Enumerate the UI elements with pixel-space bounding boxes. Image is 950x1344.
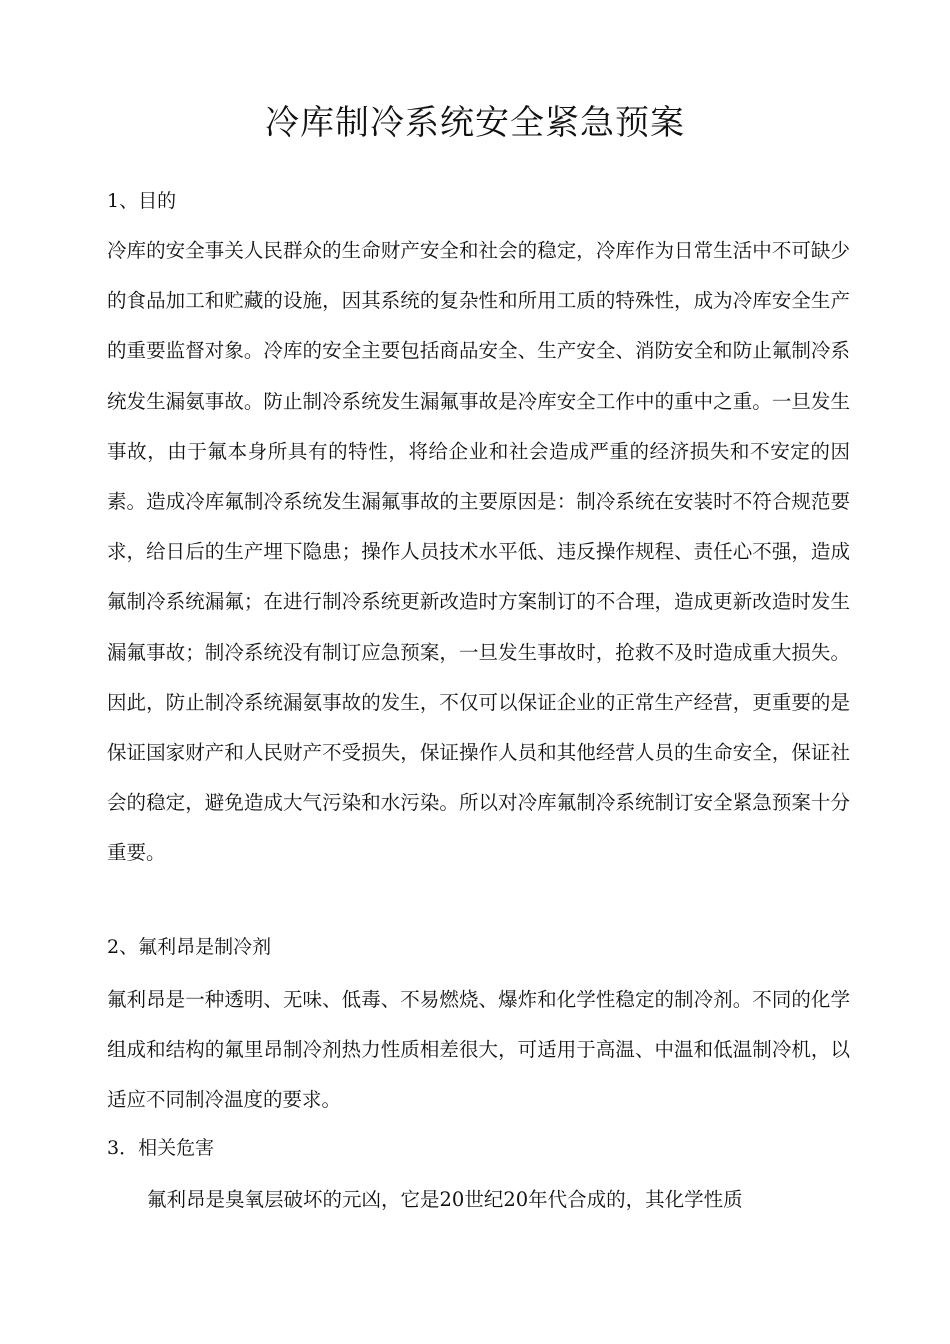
section-body-freon: 氟利昂是一种透明、无味、低毒、不易燃烧、爆炸和化学性稳定的制冷剂。不同的化学组成和结构的氟里昂制冷剂热力性质相差很大，可适用于高温、中温和低温制冷机，以适应不同制冷温度的要求。 [107,988,850,1112]
section-body-hazards: 氟利昂是臭氧层破坏的元凶，它是20世纪20年代合成的，其化学性质 [147,1188,743,1211]
section-heading-hazards: 3．相关危害 [107,1137,215,1159]
section-heading-purpose: 1、目的 [107,190,177,212]
section-body-purpose: 冷库的安全事关人民群众的生命财产安全和社会的稳定，冷库作为日常生活中不可缺少的食品加工和贮藏的设施，因其系统的复杂性和所用工质的特殊性，成为冷库安全生产的重要监督对象。冷库的安全主要包括商品安全、生产安全、消防安全和防止氟制冷系统发生漏氨事故。防止制冷系统发生漏氟事故是冷库安全工作中的重中之重。一旦发生事故，由于氟本身所具有的特性，将给企业和社会造成严重的经济损失和不安定的因素。造成冷库氟制冷系统发生漏氟事故的主要原因是：制冷系统在安装时不符合规范要求，给日后的生产埋下隐患；操作人员技术水平低、违反操作规程、责任心不强，造成氟制冷系统漏氟；在进行制冷系统更新改造时方案制订的不合理，造成更新改造时发生漏氟事故；制冷系统没有制订应急预案，一旦发生事故时，抢救不及时造成重大损失。因此，防止制冷系统漏氨事故的发生，不仅可以保证企业的正常生产经营，更重要的是保证国家财产和人民财产不受损失，保证操作人员和其他经营人员的生命安全，保证社会的稳定，避免造成大气污染和水污染。所以对冷库氟制冷系统制订安全紧急预案十分重要。 [107,239,850,865]
document-title: 冷库制冷系统安全紧急预案 [265,103,685,143]
section-heading-freon: 2、氟利昂是制冷剂 [107,936,272,958]
